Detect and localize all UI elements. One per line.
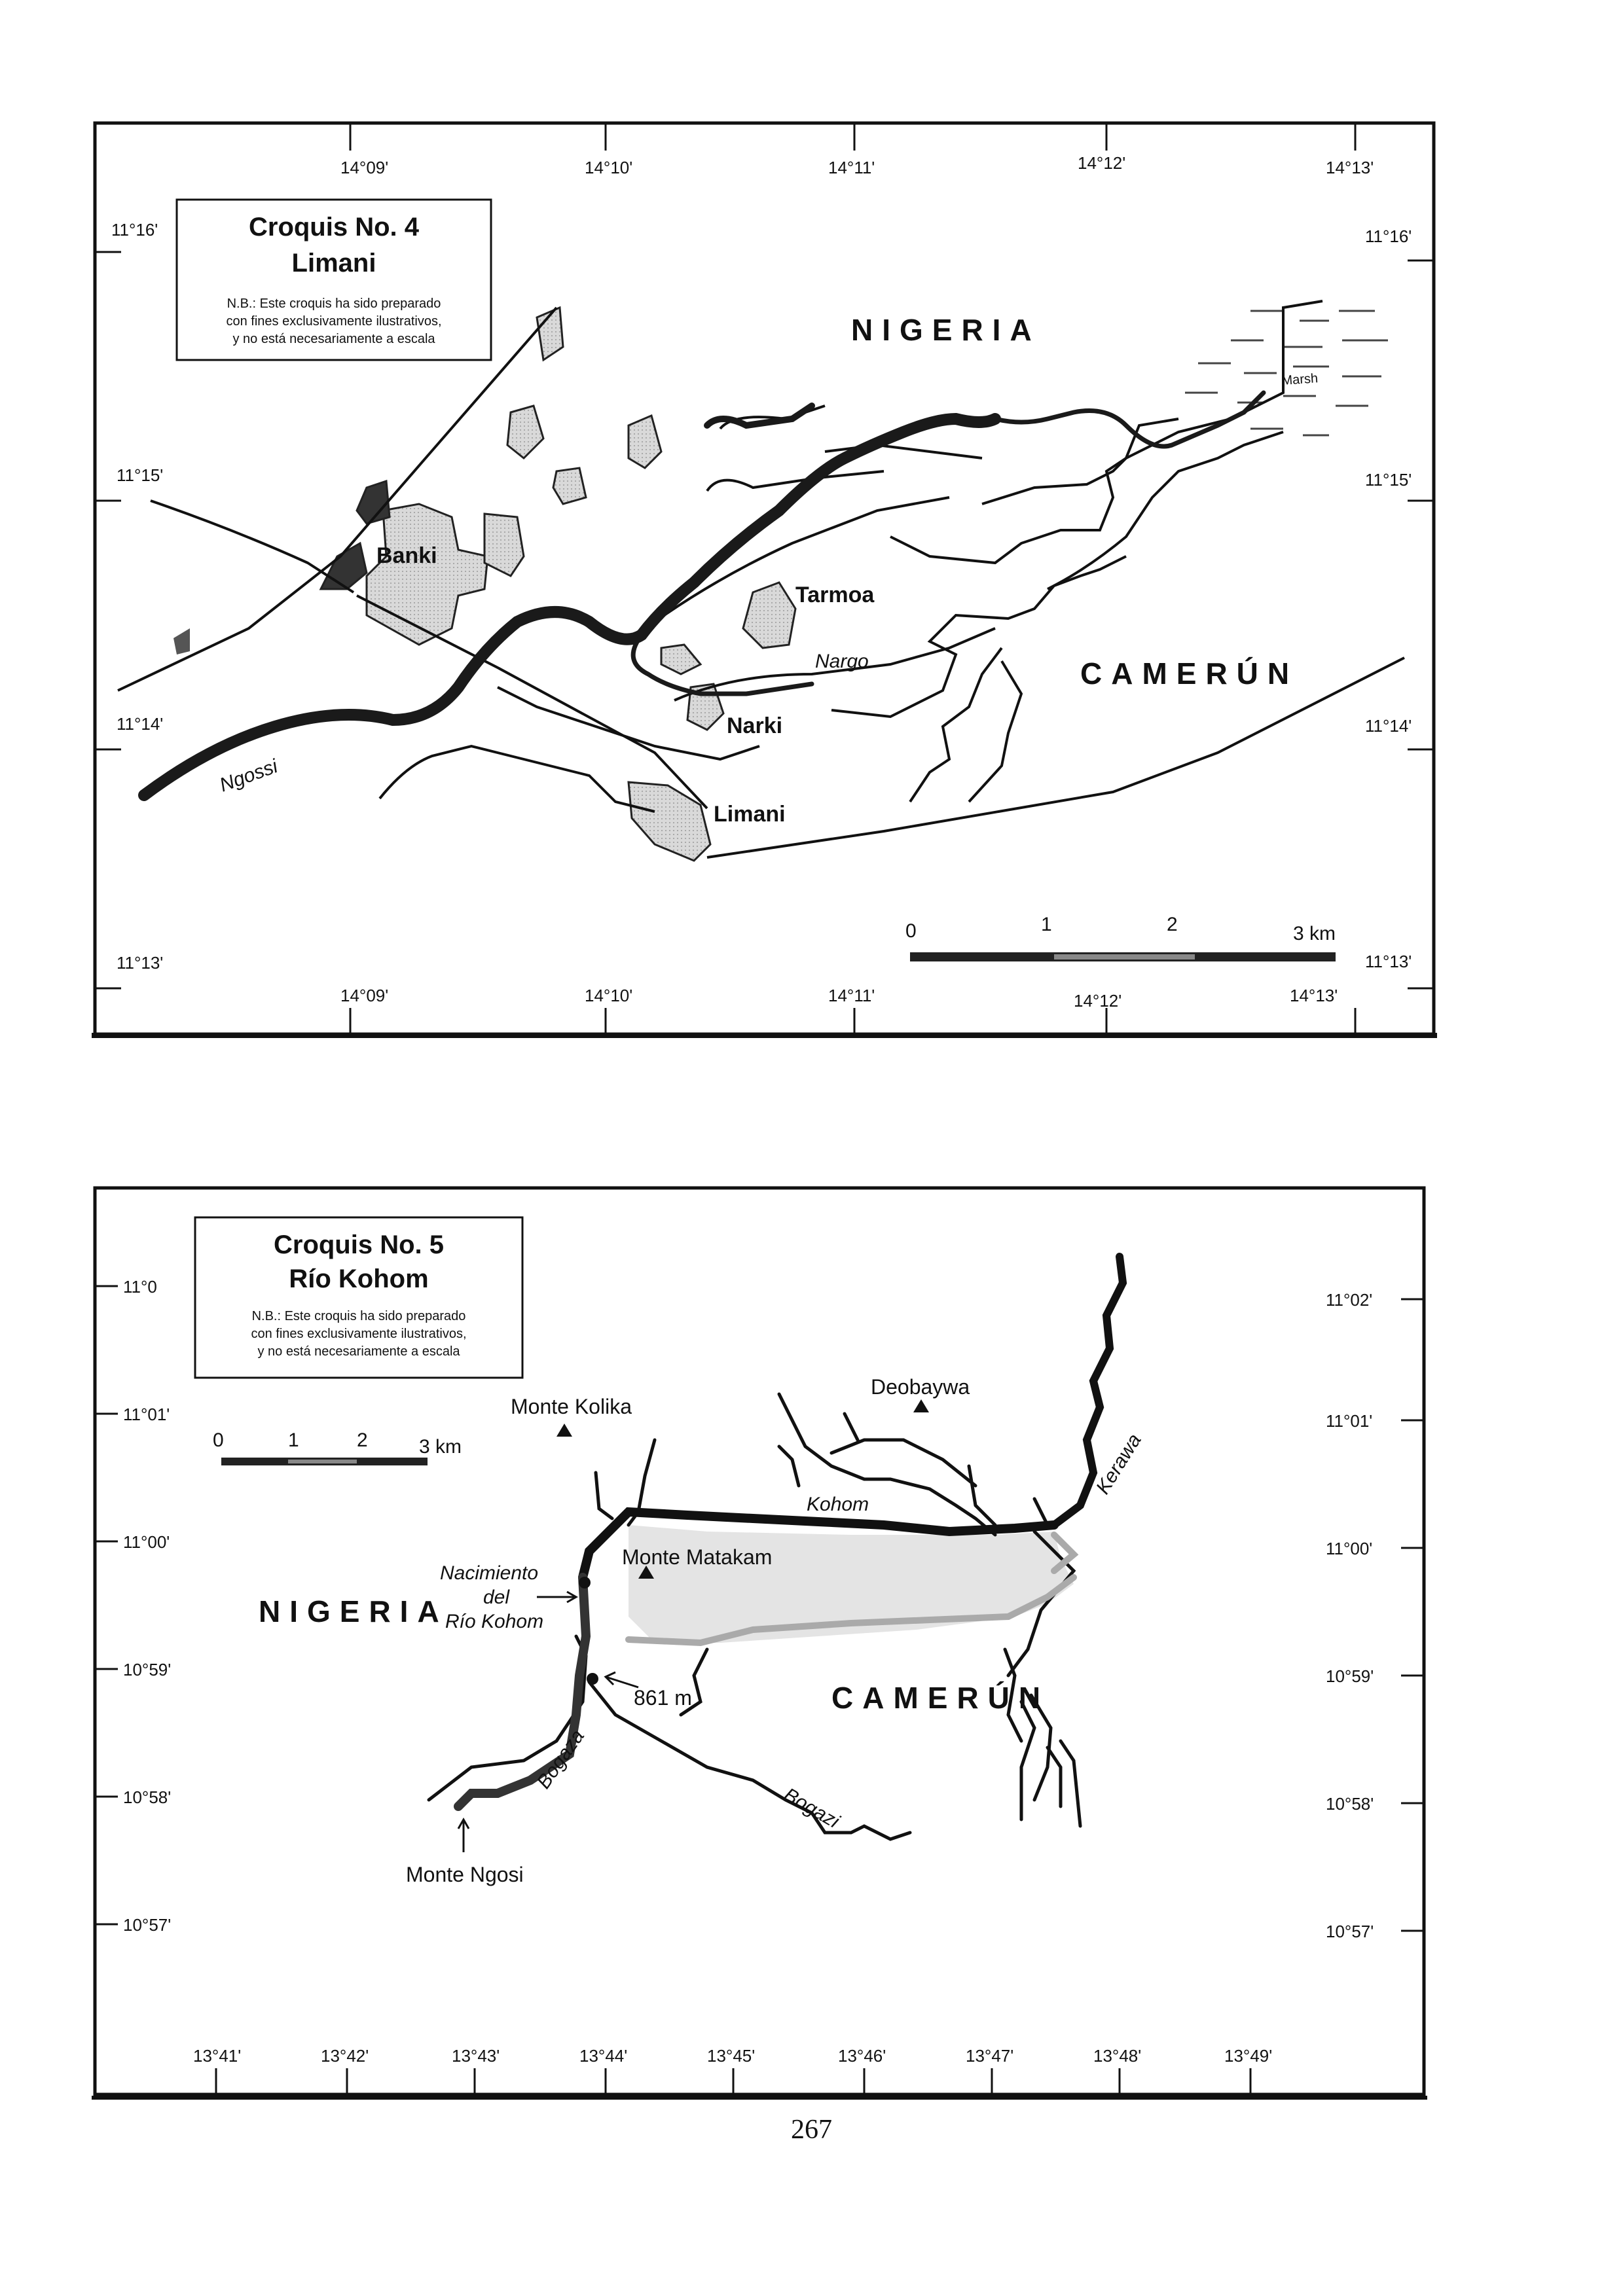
map-1-title-box xyxy=(177,200,491,360)
place-monte-matakam: Monte Matakam xyxy=(622,1545,773,1569)
town-banki: Banki xyxy=(376,543,437,568)
map-2-lat-right-3: 11°00' xyxy=(1326,1539,1373,1558)
map-1-scale-bar xyxy=(905,914,1336,961)
map-1-note-3: y no está necesariamente a escala xyxy=(232,332,435,346)
map-2-country-cameroon: CAMERÚN xyxy=(831,1681,1050,1715)
map-2-lon-2: 13°42' xyxy=(321,2046,369,2066)
map-2-lat-left-4: 10°59' xyxy=(123,1660,172,1679)
map-1-lon-bottom-5: 14°13' xyxy=(1290,986,1338,1005)
map-1-country-cameroon: CAMERÚN xyxy=(1080,656,1299,691)
map-1-lat-left-2: 11°15' xyxy=(117,465,164,485)
map-1-country-nigeria: NIGERIA xyxy=(851,313,1041,347)
map-1-lat-right-2: 11°15' xyxy=(1365,470,1412,490)
map-1-title: Croquis No. 4 xyxy=(248,213,420,242)
source-label-2: del xyxy=(483,1587,510,1608)
map-2-ticks xyxy=(95,1286,1424,2094)
map-2-title: Croquis No. 5 xyxy=(273,1230,445,1259)
map-2-lon-9: 13°49' xyxy=(1224,2046,1273,2066)
map-2-lat-right-1: 11°02' xyxy=(1326,1290,1373,1310)
map-2-lon-3: 13°43' xyxy=(452,2046,500,2066)
monte-kolika-triangle-icon xyxy=(556,1424,572,1437)
map-2-lat-right-6: 10°57' xyxy=(1326,1922,1374,1941)
map-1-scale-1: 1 xyxy=(1041,914,1052,935)
map-1 xyxy=(92,123,1437,1035)
place-861m: 861 m xyxy=(634,1686,692,1710)
map-1-rivers xyxy=(144,393,1264,795)
river-bogazi-label: Bogazi xyxy=(780,1784,843,1833)
map-2-lon-4: 13°44' xyxy=(579,2046,628,2066)
map-1-lon-bottom-2: 14°10' xyxy=(585,986,633,1005)
map-1-lat-left-4: 11°13' xyxy=(117,953,164,973)
map-1-lon-top-2: 14°10' xyxy=(585,158,633,177)
map-2-note-3: y no está necesariamente a escala xyxy=(257,1344,460,1359)
map-2-country-nigeria: NIGERIA xyxy=(259,1594,448,1628)
river-kohom-label: Kohom xyxy=(807,1494,869,1515)
map-2-scale-2: 2 xyxy=(357,1429,368,1451)
map-2-note-1: N.B.: Este croquis ha sido preparado xyxy=(251,1309,466,1323)
marsh-label: Marsh xyxy=(1281,371,1319,388)
river-ngossi-label: Ngossi xyxy=(217,755,281,797)
deobaywa-triangle-icon xyxy=(913,1399,929,1412)
river-bogaza-label: Bogaza xyxy=(532,1725,589,1793)
map-1-lon-top-1: 14°09' xyxy=(340,158,389,177)
map-2 xyxy=(92,1188,1427,2098)
map-2-lon-6: 13°46' xyxy=(838,2046,886,2066)
map-1-lon-top-5: 14°13' xyxy=(1326,158,1374,177)
map-1-subtitle: Limani xyxy=(291,249,376,278)
map-1-note-1: N.B.: Este croquis ha sido preparado xyxy=(227,296,441,311)
map-1-lat-right-1: 11°16' xyxy=(1365,226,1412,246)
map-1-lon-top-4: 14°12' xyxy=(1078,153,1126,173)
source-label-1: Nacimiento xyxy=(440,1562,539,1584)
map-1-note-2: con fines exclusivamente ilustrativos, xyxy=(226,314,442,329)
map-1-lon-bottom-3: 14°11' xyxy=(828,986,875,1005)
map-1-scale-2: 2 xyxy=(1167,914,1178,935)
river-kerawa-label: Kerawa xyxy=(1091,1429,1146,1498)
map-2-lat-left-5: 10°58' xyxy=(123,1787,172,1807)
map-2-note-2: con fines exclusivamente ilustrativos, xyxy=(251,1327,467,1341)
map-1-lat-left-3: 11°14' xyxy=(117,714,164,734)
map-1-scale-0: 0 xyxy=(905,920,917,942)
map-2-lat-left-2: 11°01' xyxy=(123,1405,170,1424)
town-limani: Limani xyxy=(714,802,786,827)
map-2-lat-right-5: 10°58' xyxy=(1326,1794,1374,1814)
map-2-lat-right-4: 10°59' xyxy=(1326,1666,1374,1686)
place-deobaywa: Deobaywa xyxy=(871,1375,970,1399)
river-nargo-label: Nargo xyxy=(815,651,869,672)
map-1-lat-left-1: 11°16' xyxy=(111,220,158,240)
page-number: 267 xyxy=(791,2115,832,2145)
place-monte-kolika: Monte Kolika xyxy=(511,1395,632,1418)
map-2-scale-3: 3 km xyxy=(419,1436,462,1458)
map-2-lon-7: 13°47' xyxy=(966,2046,1014,2066)
map-1-roads xyxy=(118,301,1404,857)
map-2-scale-1: 1 xyxy=(288,1429,299,1451)
map-2-scale-bar xyxy=(213,1429,462,1465)
map-2-main-rivers xyxy=(458,1257,1123,1806)
map-2-lon-5: 13°45' xyxy=(707,2046,756,2066)
map-1-scale-3: 3 km xyxy=(1293,923,1336,944)
place-monte-ngosi: Monte Ngosi xyxy=(406,1863,524,1886)
map-2-subtitle: Río Kohom xyxy=(289,1265,429,1293)
town-tarmoa: Tarmoa xyxy=(795,583,875,607)
map-1-lat-right-4: 11°13' xyxy=(1365,952,1412,971)
map-1-lon-top-3: 14°11' xyxy=(828,158,875,177)
map-2-lat-right-2: 11°01' xyxy=(1326,1411,1373,1431)
map-2-lat-left-1: 11°0 xyxy=(123,1277,157,1297)
map-2-lat-left-6: 10°57' xyxy=(123,1915,172,1935)
map-1-lat-right-3: 11°14' xyxy=(1365,716,1412,736)
map-2-scale-0: 0 xyxy=(213,1429,224,1451)
map-2-lon-8: 13°48' xyxy=(1093,2046,1142,2066)
map-1-lon-bottom-4: 14°12' xyxy=(1074,991,1122,1011)
map-2-title-box xyxy=(195,1217,522,1378)
map-2-lon-1: 13°41' xyxy=(193,2046,242,2066)
map-1-lon-bottom-1: 14°09' xyxy=(340,986,389,1005)
map-2-lat-left-3: 11°00' xyxy=(123,1532,170,1552)
source-label-3: Río Kohom xyxy=(445,1611,544,1632)
town-narki: Narki xyxy=(727,713,783,738)
